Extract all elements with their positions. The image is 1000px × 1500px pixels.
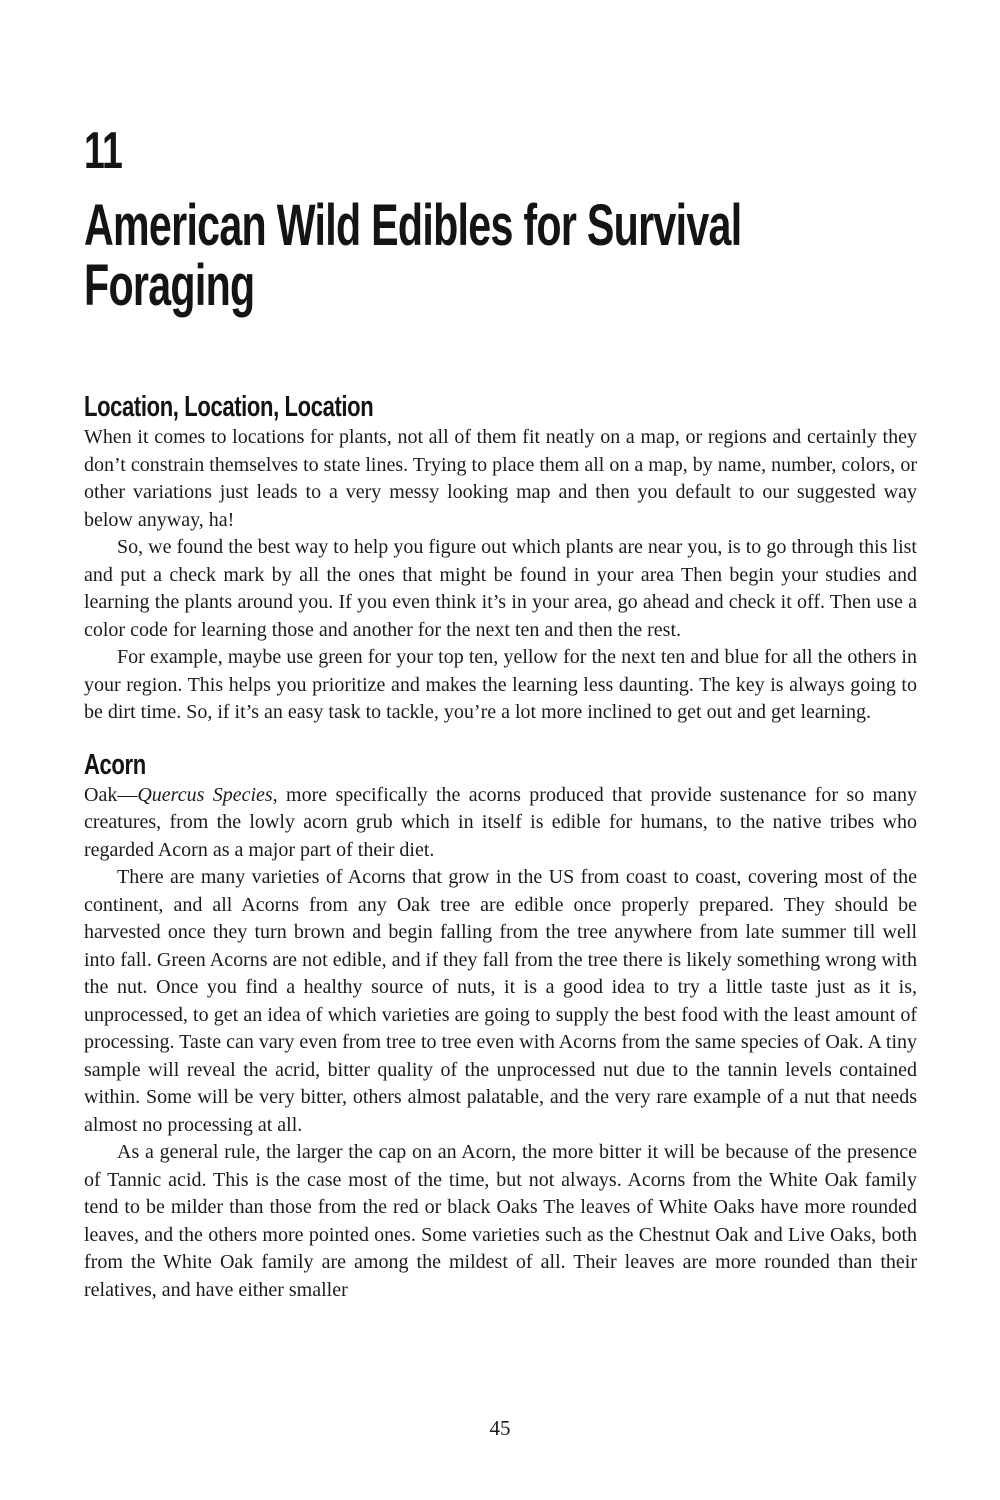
paragraph-acorn-1	[84, 782, 917, 865]
paragraph-location-3: For example, maybe use green for your top ten, yellow for the next ten and blue for all the others in your region. This helps you prioritize and makes the learning less daunting. The key is always going to be dirt time. So, if it’s an easy task to tackle, you’re a lot more inclined to get out and get learning.	[84, 646, 917, 723]
chapter-number: 11	[84, 122, 123, 180]
paragraph-location-1: When it comes to locations for plants, not all of them fit neatly on a map, or regions and certainly they don’t constrain themselves to state lines. Trying to place them all on a map, by name, number, colors, or other variations just leads to a very messy looking map and then you default to our suggested way below anyway, ha!	[84, 426, 917, 531]
book-page-content	[84, 0, 917, 1304]
chapter-title: American Wild Edibles for Survival Foraging	[84, 193, 742, 318]
page-number: 45	[489, 1416, 511, 1440]
paragraph-acorn-2: There are many varieties of Acorns that grow in the US from coast to coast, covering most of the continent, and all Acorns from any Oak tree are edible once properly prepared. They should be harvested once they turn brown and begin falling from the tree anywhere from late summer till well into fall. Green Acorns are not edible, and if they fall from the tree there is likely something wrong with the nut. Once you find a healthy source of nuts, it is a good idea to try a little taste just as it is, unprocessed, to get an idea of which varieties are going to supply the best food with the least amount of processing. Taste can vary even from tree to tree even with Acorns from the same species of Oak. A tiny sample will reveal the acrid, bitter quality of the unprocessed nut due to the tannin levels contained within. Some will be very bitter, others almost palatable, and the very rare example of a nut that needs almost no processing at all.	[84, 866, 917, 1136]
species-name-italic: Quercus Species	[137, 783, 273, 806]
paragraph-acorn-3: As a general rule, the larger the cap on an Acorn, the more bitter it will be because of the presence of Tannic acid. This is the case most of the time, but not always. Acorns from the White Oak family tend to be milder than those from the red or black Oaks The leaves of White Oaks have more rounded leaves, and the others more pointed ones. Some varieties such as the Chestnut Oak and Live Oaks, both from the White Oak family are among the mildest of all. Their leaves are more rounded than their relatives, and have either smaller	[84, 1141, 917, 1301]
section-acorn	[84, 748, 917, 1305]
paragraph-location-2: So, we found the best way to help you figure out which plants are near you, is to go through this list and put a check mark by all the ones that might be found in your area Then begin your studies and learning the plants around you. If you even think it’s in your area, go ahead and check it off. Then use a color code for learning those and another for the next ten and then the rest.	[84, 536, 917, 641]
paragraph-acorn-1-pre: Oak—	[84, 783, 138, 806]
section-heading-location: Location, Location, Location	[84, 391, 374, 423]
section-heading-acorn: Acorn	[84, 748, 146, 781]
section-location	[84, 390, 917, 727]
paragraph-acorn-1-post: , more specifically the acorns produced that provide sustenance for so many creatures, from the lowly acorn grub which in itself is edible for humans, to the native tribes who regarded Acorn as a major part of their diet.	[84, 783, 917, 861]
